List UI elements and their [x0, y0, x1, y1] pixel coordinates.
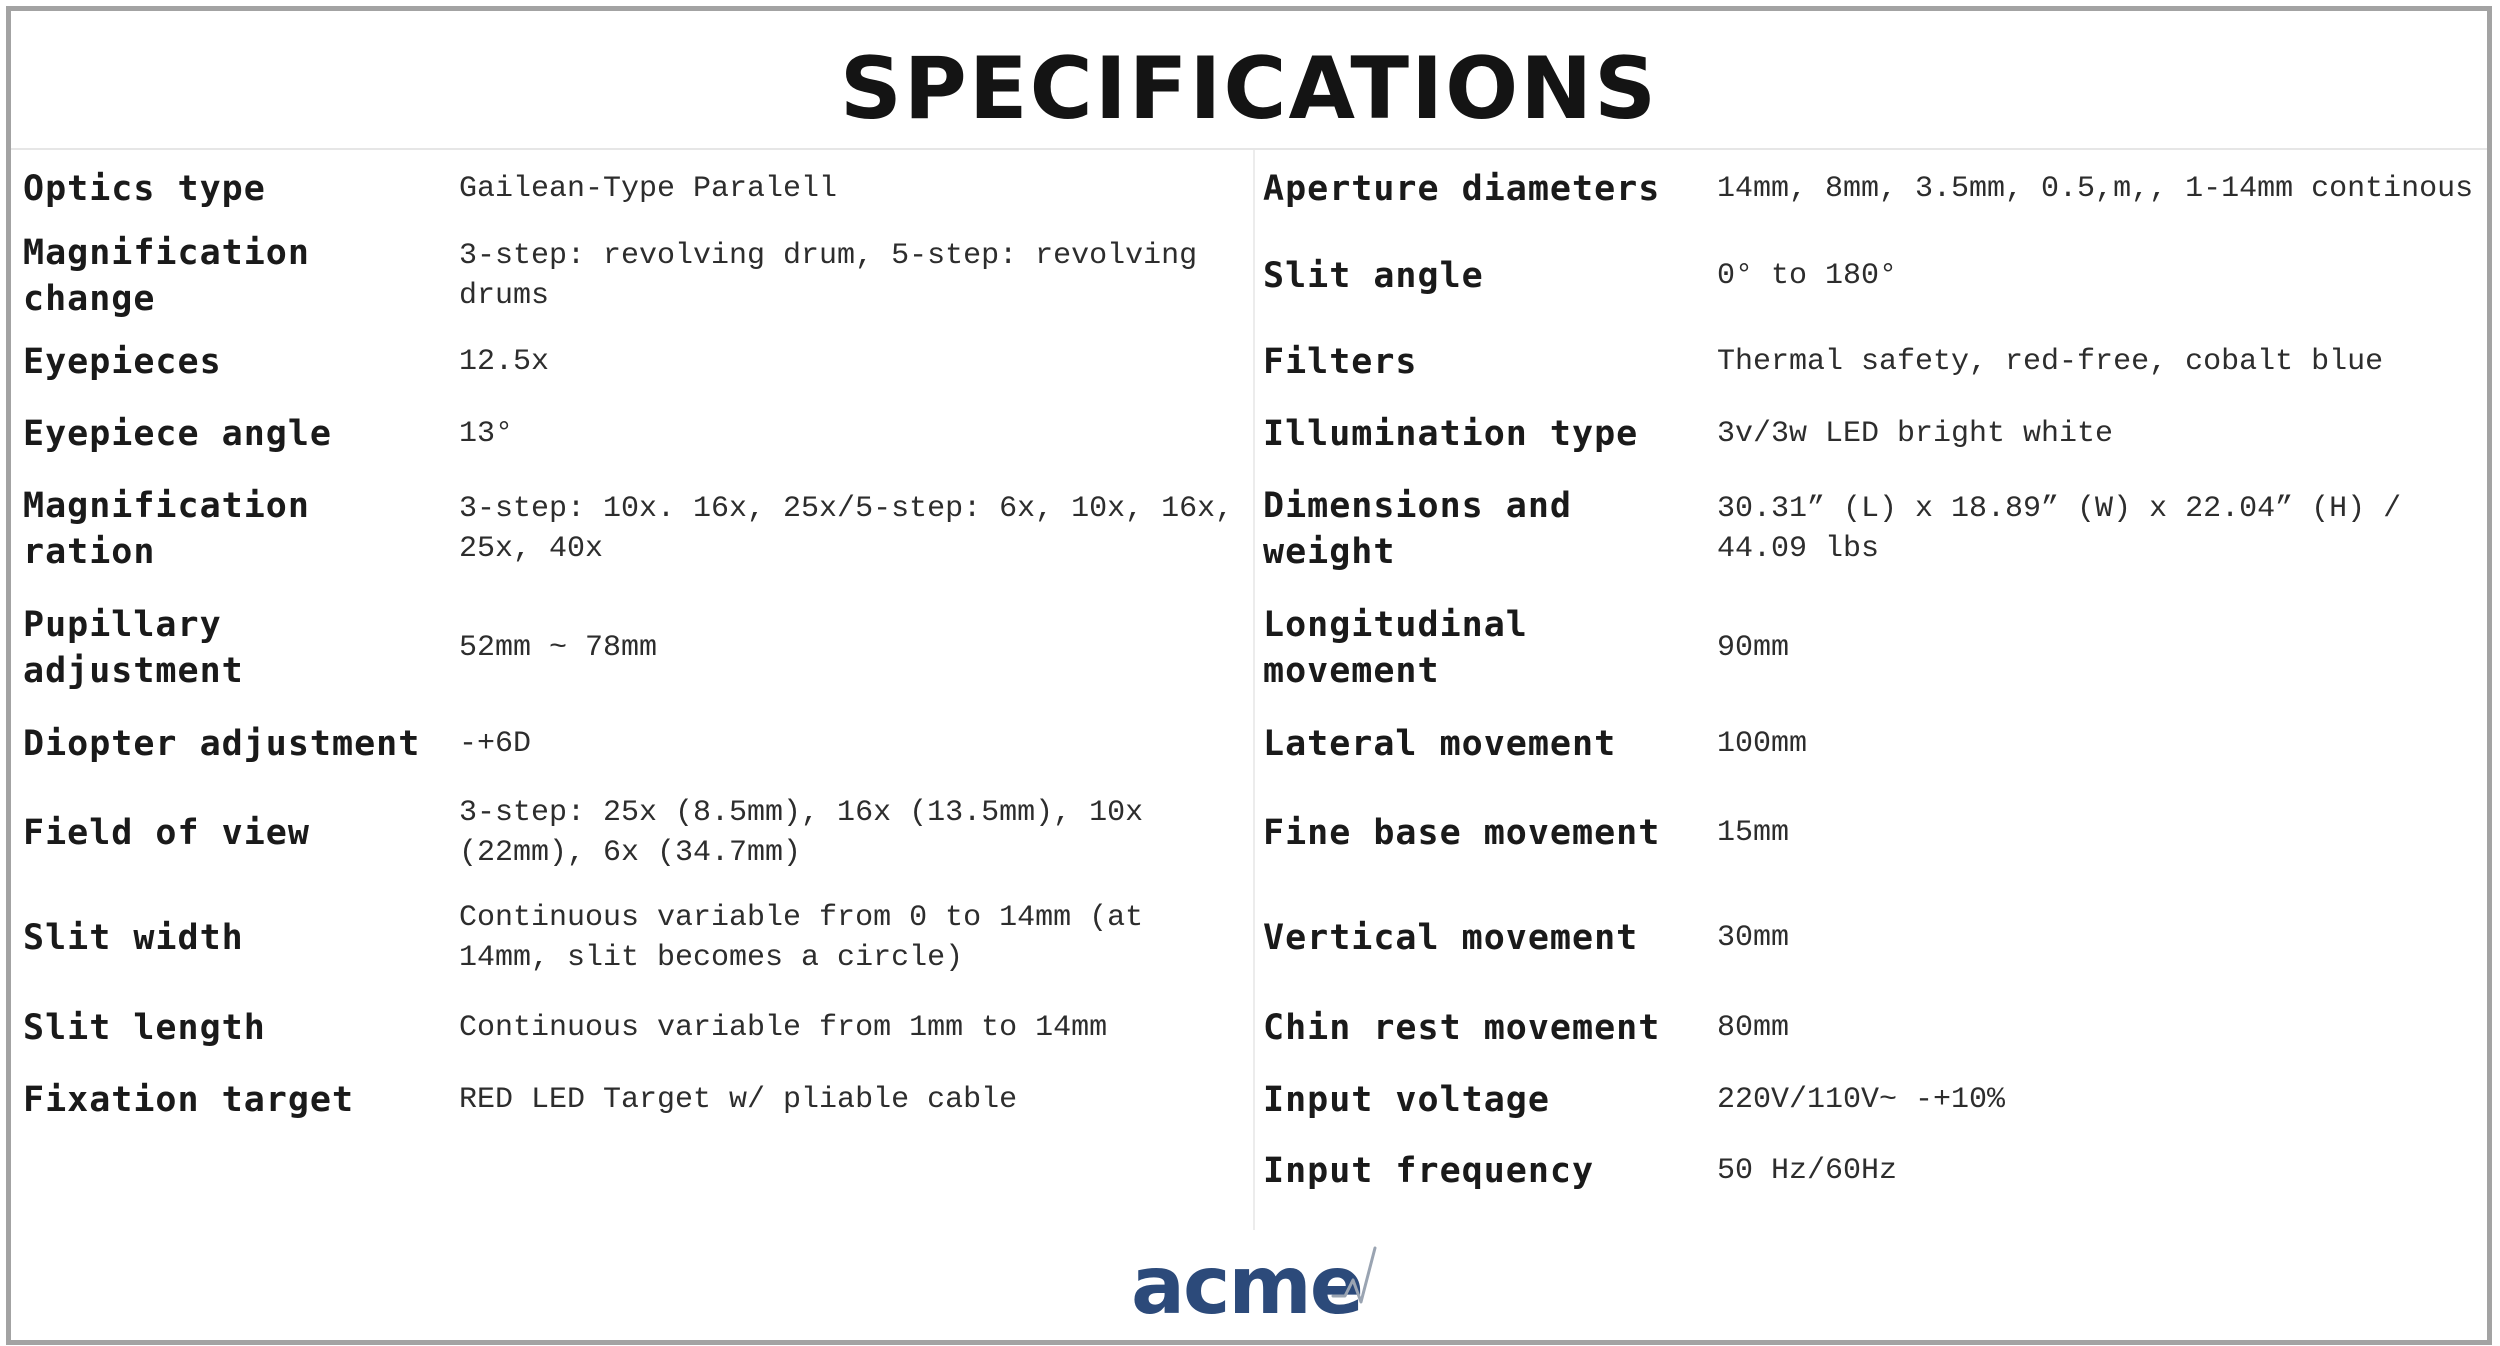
- spec-value: 100mm: [1717, 727, 1808, 761]
- spec-value: -+6D: [459, 727, 532, 761]
- spec-row: [23, 1065, 1245, 1135]
- spec-value: 220V/110V~ -+10%: [1717, 1083, 2006, 1117]
- spec-label: Field of view: [23, 812, 310, 853]
- spec-label: Diopter adjustment: [23, 724, 421, 764]
- logo-wordmark: acme: [1131, 1239, 1363, 1332]
- spec-value: 12.5x: [459, 345, 550, 379]
- spec-value: RED LED Target w/ pliable cable: [459, 1083, 1018, 1117]
- spec-value: 3-step: 25x (8.5mm), 16x (13.5mm), 10x (22mm), 6x (34.7mm): [459, 795, 1144, 870]
- spec-row: [1263, 1065, 2483, 1135]
- spec-row: [1263, 885, 2483, 990]
- spec-value: 15mm: [1717, 815, 1790, 850]
- spec-label: Input frequency: [1263, 1151, 1595, 1191]
- spec-label: Illumination type: [1263, 414, 1639, 454]
- spec-label: Pupillary adjustment: [23, 605, 244, 691]
- spec-label: Input voltage: [1263, 1080, 1550, 1120]
- spec-row: [1263, 1135, 2483, 1207]
- spec-column-right: [1263, 151, 2483, 1207]
- spec-row: [23, 708, 1245, 780]
- spec-row: [23, 990, 1245, 1065]
- spec-value: 30.31” (L) x 18.89” (W) x 22.04” (H) / 44.09 lbs: [1717, 492, 2402, 566]
- spec-row: [1263, 990, 2483, 1065]
- spec-row: [23, 151, 1245, 226]
- spec-row: [23, 226, 1245, 326]
- column-divider: [1253, 150, 1255, 1230]
- spec-row: [1263, 470, 2483, 588]
- spec-value: Continuous variable from 1mm to 14mm: [459, 1010, 1108, 1045]
- spec-value: 0° to 180°: [1717, 259, 1898, 293]
- spec-label: Aperture diameters: [1263, 168, 1661, 209]
- spec-label: Vertical movement: [1263, 917, 1639, 958]
- spec-sheet: [6, 6, 2492, 1345]
- spec-row: [23, 326, 1245, 398]
- spec-label: Magnification ration: [23, 486, 310, 572]
- spec-value: 13°: [459, 417, 514, 451]
- spec-label: Filters: [1263, 342, 1418, 382]
- spec-label: Optics type: [23, 168, 266, 209]
- spec-label: Dimensions and weight: [1263, 486, 1573, 572]
- spec-value: Continuous variable from 0 to 14mm (at 14mm, slit becomes a circle): [459, 900, 1144, 975]
- spec-label: Eyepieces: [23, 342, 222, 382]
- spec-row: [23, 885, 1245, 990]
- spec-value: 80mm: [1717, 1010, 1790, 1045]
- acme-logo: [1131, 1236, 1401, 1346]
- spec-row: [23, 470, 1245, 588]
- spec-label: Fixation target: [23, 1080, 355, 1120]
- spec-label: Longitudinal movement: [1263, 605, 1528, 691]
- spec-value: Gailean-Type Paralell: [459, 171, 838, 206]
- spec-label: Fine base movement: [1263, 812, 1661, 853]
- spec-value: 3v/3w LED bright white: [1717, 417, 2114, 451]
- logo-pulse-icon: [1331, 1244, 1391, 1304]
- page-title: SPECIFICATIONS: [839, 39, 1659, 139]
- spec-row: [1263, 708, 2483, 780]
- spec-value: 30mm: [1717, 920, 1790, 955]
- spec-value: 90mm: [1717, 631, 1790, 665]
- spec-row: [1263, 398, 2483, 470]
- spec-row: [1263, 226, 2483, 326]
- spec-label: Lateral movement: [1263, 724, 1617, 764]
- spec-value: 3-step: 10x. 16x, 25x/5-step: 6x, 10x, 16x, 25x, 40x: [459, 492, 1234, 566]
- spec-label: Slit angle: [1263, 256, 1484, 296]
- spec-row: [23, 780, 1245, 885]
- spec-label: Eyepiece angle: [23, 414, 333, 454]
- spec-row: [1263, 151, 2483, 226]
- spec-value: 14mm, 8mm, 3.5mm, 0.5,m,, 1-14mm continous: [1717, 171, 2474, 206]
- spec-value: 50 Hz/60Hz: [1717, 1154, 1898, 1188]
- spec-row: [23, 398, 1245, 470]
- spec-label: Slit width: [23, 917, 244, 958]
- spec-value: Thermal safety, red-free, cobalt blue: [1717, 345, 2384, 379]
- spec-label: Chin rest movement: [1263, 1007, 1661, 1048]
- spec-value: 52mm ~ 78mm: [459, 631, 658, 665]
- spec-label: Magnification change: [23, 233, 310, 319]
- spec-row: [1263, 326, 2483, 398]
- title-divider: [11, 148, 2487, 150]
- spec-column-left: [23, 151, 1245, 1135]
- spec-row: [1263, 588, 2483, 708]
- spec-row: [23, 588, 1245, 708]
- spec-label: Slit length: [23, 1007, 266, 1048]
- spec-value: 3-step: revolving drum, 5-step: revolving drums: [459, 239, 1198, 313]
- spec-row: [1263, 780, 2483, 885]
